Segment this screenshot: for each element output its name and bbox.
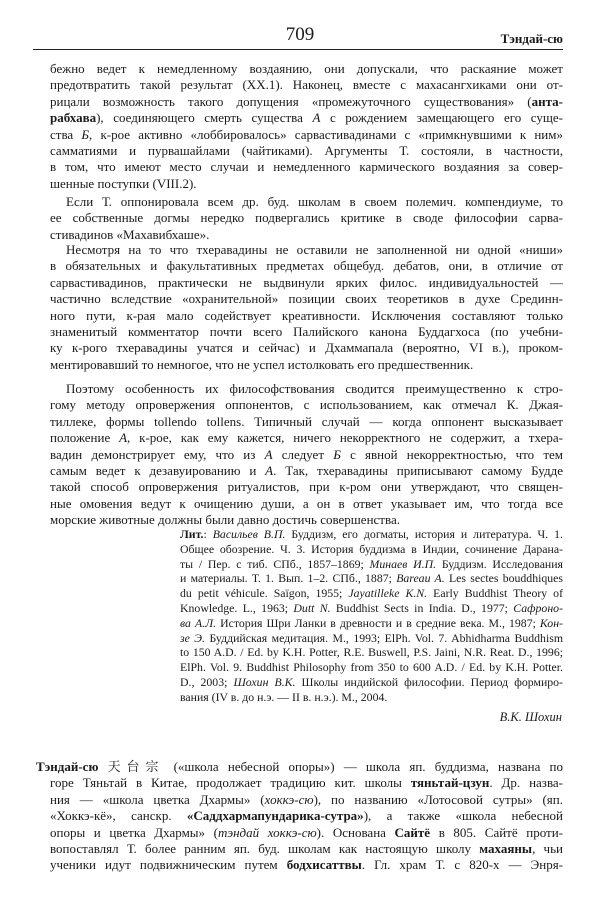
text-run: 天台宗 («школа небесной опоры») — школа яп. буддизма, названа по [98,759,563,774]
text-run: ElPh. Vol. 9. Buddhist Philosophy from 350 to 600 A.D. / Ed. by K.H. Potter. [180,660,563,675]
text-run: частично вследствие «охранительной» позиции своих теоретиков в духе Срединн- [50,291,563,307]
text-run: История Шри Ланки в древности и в средние века. М., 1987; [216,615,540,630]
paragraph-3 [50,242,563,373]
text-line [50,258,563,274]
text-line [180,571,563,586]
bold-term: махаяны [479,840,533,856]
italic-term: А [265,462,274,478]
text-run: ства [50,126,82,142]
text-run: гому методу опровержения оппонентов, с использованием, как отмечал К. Джая- [50,397,563,413]
text-line [50,308,563,324]
text-run: в том, что имеют место случаи и немедленного кармического воздаяния за совер- [50,159,563,175]
text-line [50,210,563,226]
text-run: такой способ опровержения ритуалистов, при к-ром они утверждают, что священ- [50,479,563,495]
text-line [50,227,563,243]
text-line [50,792,563,808]
bold-term: бодхисаттвы [286,857,362,873]
text-run: «Хоккэ-кё», санскр. [50,808,187,824]
text-line [50,143,563,159]
text-run: . Др. назва- [489,775,563,791]
text-run: ния — «школа цветка Дхармы» ( [50,791,265,807]
text-line [50,110,563,126]
text-line [50,94,563,110]
paragraph-2 [50,194,563,243]
italic-term: Кон- [539,615,563,630]
italic-term: А [312,110,321,126]
text-run: бежно ведет к немедленному воздаянию, они допускали, что раскаяние может [50,61,563,76]
text-run: Буддийская медитация. М., 1993; ElPh. Vol. 7. Abhidharma Buddhism [204,630,563,645]
text-run: морские животные должны были давно достичь совершенства. [50,512,400,528]
text-line [180,645,563,660]
text-run: опоры и цветка Дхармы» ( [50,824,218,840]
text-line [180,557,563,572]
italic-term: зе Э. [180,630,205,645]
text-run: . Так, тхеравадины приписывают самому Будде [273,462,563,478]
text-run: Knowledge. L., 1963; [180,600,294,615]
italic-term: А [119,430,128,446]
text-run: . Гл. храм Т. с 820-х — Энря- [361,857,563,873]
text-run: ты / Пер. с тиб. СПб., 1857–1869; [180,556,370,571]
text-line [50,275,563,291]
text-run: ), соединяющего смерть существа [96,110,313,126]
text-line [50,324,563,340]
text-run: ), а также «школа небесной [363,808,563,824]
text-run: : [203,527,213,541]
bold-term: анта- [531,93,563,109]
text-run: D., 2003; [180,674,234,689]
text-run: ), по названию «Лотосовой сутры» (яп. [313,791,563,807]
text-line [50,463,563,479]
header-rule [33,49,563,50]
text-run: шенные поступки (VIII.2). [50,175,197,191]
bold-term: Сайтё [394,824,431,840]
text-run: ученики идут подвижническим путем [50,857,287,873]
bold-term: «Саддхармапундарика-сутра» [186,808,364,824]
italic-term: Jayatilleke K.N. [348,586,428,601]
text-run: Школы индийской философии. Период формиро- [295,674,563,689]
text-line [50,479,563,495]
text-line [50,61,563,77]
text-line [50,176,563,192]
italic-term: тэндай хоккэ-сю [217,824,317,840]
text-run: du petit véhicule. Saïgon, 1955; [180,586,349,601]
text-run: ее собственные догмы нередко подвергались критике в своде философии сарва- [50,210,563,226]
text-run: самым ведет к дезавуированию и [50,462,266,478]
bold-term: Лит. [180,527,204,541]
text-line [50,397,563,413]
italic-term: Bareau A. [396,571,445,586]
text-run: вопоставлял Т. более ранним яп. буд. школам как настоящую школу [50,840,480,856]
text-run: Если Т. оппонировала всем др. буд. школам в своем полемич. компендиуме, то [66,194,563,209]
text-line [50,447,563,463]
text-line [50,77,563,93]
text-run: сарвастивадинов, практически не выдвинули ярких филос. индивидуальностей — [50,274,563,290]
text-run: следует [272,446,334,462]
text-run: и материалы. Т. 1. Вып. 1–2. СПб., 1887; [180,571,397,586]
italic-term: А [264,446,273,462]
text-run: предотвратить такой результат (XX.1). Наконец, вместе с махасангхиками они от- [50,77,563,93]
text-line [50,340,563,356]
bold-term: Тэндай-сю [36,759,99,774]
text-run: рицали возможность такого допущения «промежуточного существования» ( [50,93,532,109]
text-line [50,775,563,791]
bold-term: тяньтай-цзун [410,775,490,791]
text-run: самматиями и пурвашайлами (чайтиками). Аргументы Т. состояли, в частности, [50,142,563,158]
text-line [180,690,563,705]
text-line [180,586,563,601]
italic-term: Б [81,126,90,142]
text-line [50,357,563,373]
text-run: ные омовения ведут к очищению души, а он в ответ указывает им, что тогда все [50,495,563,511]
italic-term: хоккэ-сю [264,791,314,807]
text-run: вания (IV в. до н.э. — II в. н.э.). М., 2004. [180,689,388,704]
text-run: Буддизм, его догматы, история и литература. Ч. 1. [285,527,563,541]
text-line [50,825,563,841]
text-run: Общее обозрение. Ч. 3. История буддизма в Индии, сочинение Даранa- [180,541,563,556]
text-line [50,242,563,258]
text-line [180,631,563,646]
italic-term: Dutt N. [293,600,331,615]
text-line [50,127,563,143]
text-line [50,291,563,307]
paragraph-1 [50,61,563,192]
literature-list [180,527,563,705]
text-line [50,496,563,512]
text-line [50,857,563,873]
italic-term: Минаев И.П. [369,556,437,571]
text-run: to 150 A.D. / Ed. by K.H. Potter, R.E. Buswell, P.S. Jaini, N.R. Reat. D., 1996; [180,645,563,660]
italic-term: Шохин В.К. [233,674,296,689]
text-run: ментировавший то немногое, что не успел истолковать его предшественник. [50,356,474,372]
text-run: тиллеке, формы tollendo tollens. Типичный случай — когда оппонент высказывает [50,413,563,429]
text-line [50,194,563,210]
text-run: Buddhist Sects in India. D., 1977; [330,600,514,615]
text-run: , к-рое, как ему кажется, ничего некорректного не содержит, а тхера- [127,430,563,446]
text-line [180,601,563,616]
text-run: Несмотря на то что тхеравадины не оставили не заполненной ни одной «ниши» [66,242,563,257]
italic-term: ва А.Л. [180,615,217,630]
text-run: ного пути, к-рая мало содействует креативности. Исключения составляют только [50,307,563,323]
text-line [50,841,563,857]
article-tendai-shu [36,759,563,874]
text-run: стивадинов «Махавибхаше». [50,226,210,242]
text-run: вадин демонстрирует ему, что из [50,446,265,462]
text-run: знаменитый комментатор почти всего Палийского канона Буддагхоса (по учебни- [50,323,563,339]
text-run: с явной некорректностью, что тем [340,446,563,462]
text-run: Early Buddhist Theory of [427,586,563,601]
text-line [180,542,563,557]
italic-term: Васильев В.П. [212,527,286,541]
text-run: , чьи [532,840,563,856]
text-run: горе Тяньтай в Китае, продолжает традицию кит. школы [50,775,411,791]
text-run: в обязательных и факультативных предметах общебуд. дебатов, они, в отличие от [50,258,563,274]
text-run: , к-рое активно «лоббировалось» сарвастивадинами с «примкнувшими к ним» [89,126,563,142]
italic-term: Б [333,446,341,462]
text-run: Поэтому особенность их философствования сводится преимущественно к стро- [66,381,563,396]
text-run: ку к-рого тхеравадины учатся и сейчас) и Дхаммапала (вероятно, VI в.), проком- [50,340,563,356]
text-run: в 805. Сайтё проти- [430,824,563,840]
text-line [180,660,563,675]
running-head: Тэндай-сю [500,31,563,46]
author-signature: В.К. Шохин [499,710,562,724]
paragraph-4 [50,381,563,529]
text-run: Les sectes bouddhiques [444,571,563,586]
text-line [50,381,563,397]
bold-term: рабхава [50,110,97,126]
text-line [50,159,563,175]
text-run: с рождением замещающего его суще- [320,110,563,126]
text-run: Буддизм. Исследования [436,556,563,571]
text-run: положение [50,430,120,446]
text-line [180,527,563,542]
page-number: 709 [285,24,315,45]
text-line [180,616,563,631]
text-line [50,430,563,446]
text-line [50,414,563,430]
text-line [36,759,563,775]
text-line [180,675,563,690]
text-line [50,808,563,824]
italic-term: Сафроно- [513,600,563,615]
text-run: ). Основана [316,824,395,840]
